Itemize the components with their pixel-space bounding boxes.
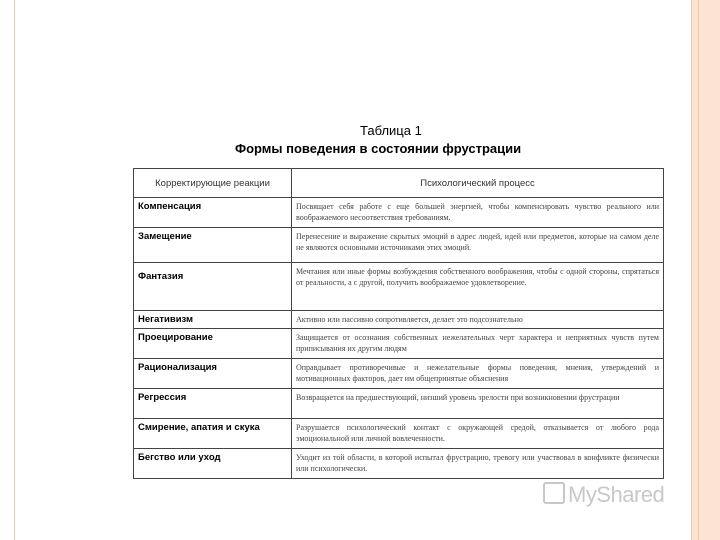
process-cell: Защищается от осознания собственных нежелательных черт характера и неприятных чувств путем приписывания их другим людям — [292, 329, 664, 359]
left-border — [0, 0, 15, 540]
process-cell: Оправдывает противоречивые и нежелательные формы поведения, мнения, утверждений и мотивационных факторов, дает им общепринятые объяснения — [292, 359, 664, 389]
watermark-logo — [543, 482, 664, 508]
table-row — [134, 198, 664, 228]
reaction-cell: Компенсация — [134, 198, 292, 228]
table-row — [134, 449, 664, 479]
reaction-cell: Рационализация — [134, 359, 292, 389]
reaction-cell: Бегство или уход — [134, 449, 292, 479]
process-cell: Перенесение и выражение скрытых эмоций в адрес людей, идей или предметов, которые на самом деле не являются основными источниками этих эмоций. — [292, 228, 664, 263]
process-cell: Мечтания или иные формы возбуждения собственного воображения, чтобы с одной стороны, спрятаться от реальности, а с другой, получить воображаемое удовлетворение. — [292, 263, 664, 311]
table-row — [134, 359, 664, 389]
table-row — [134, 228, 664, 263]
right-border — [691, 0, 720, 540]
process-cell: Разрушается психологический контакт с окружающей средой, отказывается от любого рода эмоциональной или личной вовлеченности. — [292, 419, 664, 449]
process-cell: Уходит из той области, в которой испытал фрустрацию, тревогу или участвовал в конфликте физически или психологически. — [292, 449, 664, 479]
process-cell: Посвящает себя работе с еще большей энергией, чтобы компенсировать чувство реального или воображаемого несоответствия требованиям. — [292, 198, 664, 228]
table-row — [134, 329, 664, 359]
column-header-reaction: Корректирующие реакции — [134, 169, 292, 198]
reaction-cell: Смирение, апатия и скука — [134, 419, 292, 449]
table-heading: Формы поведения в состоянии фрустрации — [235, 141, 522, 156]
table-row — [134, 419, 664, 449]
table-row — [134, 311, 664, 329]
watermark-text: MyShared — [568, 482, 665, 507]
table-caption: Таблица 1 — [360, 123, 422, 138]
reaction-cell: Замещение — [134, 228, 292, 263]
process-cell: Активно или пассивно сопротивляется, делает это подсознательно — [292, 311, 664, 329]
reaction-cell: Фантазия — [134, 263, 292, 311]
column-header-process: Психологический процесс — [292, 169, 664, 198]
table-row — [134, 389, 664, 419]
table-header-row — [134, 169, 664, 198]
frustration-table — [133, 168, 664, 479]
reaction-cell: Регрессия — [134, 389, 292, 419]
table-row — [134, 263, 664, 311]
reaction-cell: Негативизм — [134, 311, 292, 329]
reaction-cell: Проецирование — [134, 329, 292, 359]
presentation-icon — [543, 482, 565, 504]
process-cell: Возвращается на предшествующий, низший уровень зрелости при возникновении фрустрации — [292, 389, 664, 419]
